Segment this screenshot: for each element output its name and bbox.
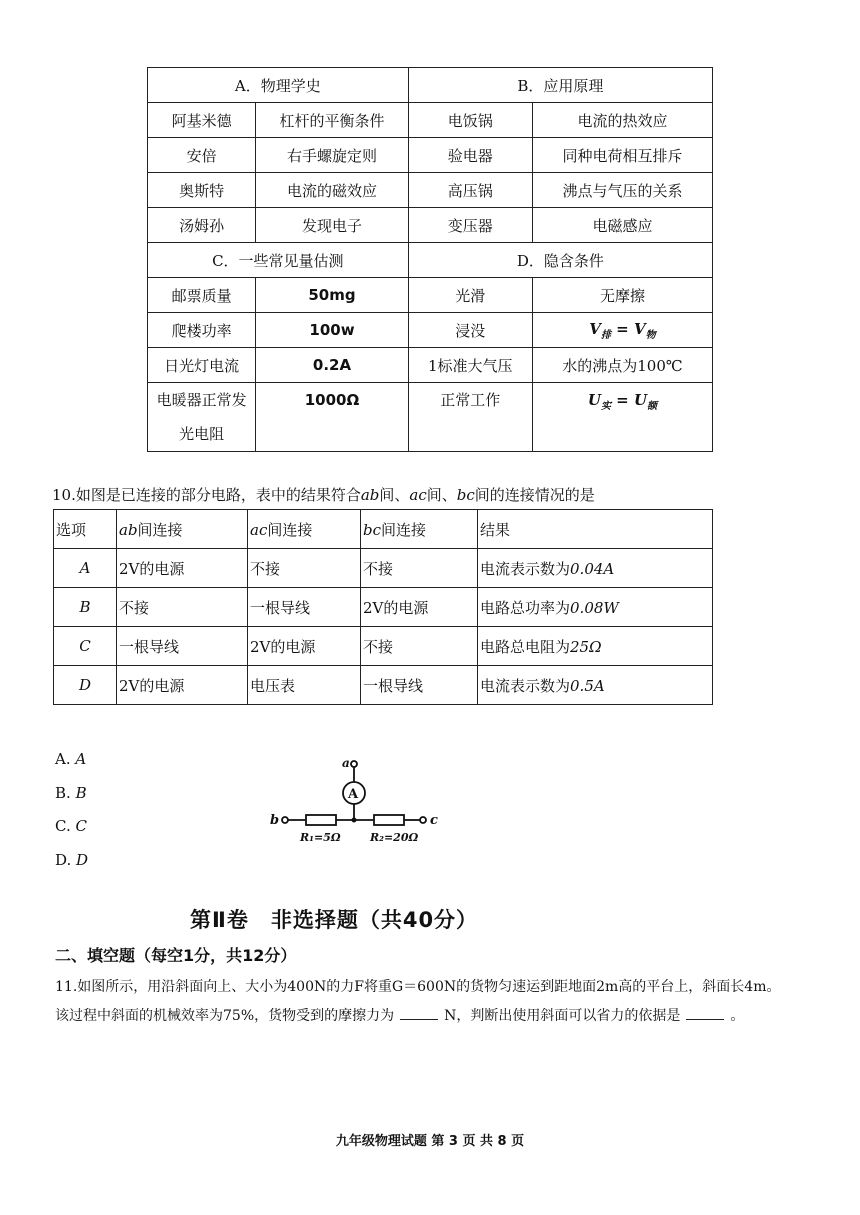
table-header: bc间连接 bbox=[361, 510, 478, 549]
table-cell: 电磁感应 bbox=[532, 208, 712, 243]
table-cell: 汤姆孙 bbox=[148, 208, 256, 243]
question-10-table bbox=[53, 509, 713, 705]
table-cell: 水的沸点为100℃ bbox=[532, 348, 712, 383]
table-row: A 2V的电源 不接 不接 电流表示数为0.04A bbox=[54, 549, 713, 588]
table-cell: 光滑 bbox=[408, 278, 532, 313]
table-cell: 1标准大气压 bbox=[408, 348, 532, 383]
table-cell: 右手螺旋定则 bbox=[256, 138, 408, 173]
table-cell: 发现电子 bbox=[256, 208, 408, 243]
formula-v-cell: $V_排 = V_物$ bbox=[532, 313, 712, 348]
table-cell: 浸没 bbox=[408, 313, 532, 348]
label-r1: R₁=5Ω bbox=[300, 831, 341, 844]
table-cell: 日光灯电流 bbox=[148, 348, 256, 383]
formula-u-cell: $U_实 = U_额$ bbox=[532, 383, 712, 452]
answer-blank-1[interactable] bbox=[400, 1005, 438, 1020]
table-header: ac间连接 bbox=[248, 510, 361, 549]
label-b: b bbox=[270, 813, 280, 828]
physics-summary-table bbox=[147, 67, 713, 452]
circuit-diagram bbox=[262, 752, 442, 847]
table-cell: 无摩擦 bbox=[532, 278, 712, 313]
junction-dot bbox=[352, 818, 357, 823]
section-2-title: 二、填空题（每空1分，共12分） bbox=[55, 946, 297, 965]
table-header-d: D．隐含条件 bbox=[408, 243, 712, 278]
label-c: c bbox=[430, 813, 438, 828]
table-header: 结果 bbox=[478, 510, 713, 549]
page-footer: 九年级物理试题 第 3 页 共 8 页 bbox=[335, 1134, 525, 1149]
resistor-r1 bbox=[306, 815, 336, 825]
table-cell: 变压器 bbox=[408, 208, 532, 243]
question-11-line1: 11.如图所示，用沿斜面向上、大小为400N的力F将重G＝600N的货物匀速运到距地面2m高的平台上，斜面长4m。 bbox=[55, 979, 781, 995]
table-cell: 电流的热效应 bbox=[532, 103, 712, 138]
ammeter-label: A bbox=[348, 787, 359, 802]
question-10-stem: 10.如图是已连接的部分电路，表中的结果符合ab间、ac间、bc间的连接情况的是 bbox=[52, 486, 595, 504]
terminal-a bbox=[351, 761, 357, 767]
terminal-c bbox=[420, 817, 426, 823]
table-cell: 阿基米德 bbox=[148, 103, 256, 138]
table-cell: 高压锅 bbox=[408, 173, 532, 208]
table-cell: 0.2A bbox=[256, 348, 408, 383]
choice-d[interactable]: D. D bbox=[55, 851, 89, 869]
choice-b[interactable]: B. B bbox=[55, 784, 87, 802]
table-row: B 不接 一根导线 2V的电源 电路总功率为0.08W bbox=[54, 588, 713, 627]
table-cell: 同种电荷相互排斥 bbox=[532, 138, 712, 173]
table-cell: 安倍 bbox=[148, 138, 256, 173]
table-row: C 一根导线 2V的电源 不接 电路总电阻为25Ω bbox=[54, 627, 713, 666]
table-cell: 杠杆的平衡条件 bbox=[256, 103, 408, 138]
part-2-title: 第Ⅱ卷 非选择题（共40分） bbox=[190, 908, 479, 932]
table-cell: 电饭锅 bbox=[408, 103, 532, 138]
table-row: D 2V的电源 电压表 一根导线 电流表示数为0.5A bbox=[54, 666, 713, 705]
terminal-b bbox=[282, 817, 288, 823]
table-cell: 邮票质量 bbox=[148, 278, 256, 313]
table-cell: 电暖器正常发 光电阻 bbox=[148, 383, 256, 452]
resistor-r2 bbox=[374, 815, 404, 825]
table-cell: 1000Ω bbox=[256, 383, 408, 452]
table-header-a: A．物理学史 bbox=[148, 68, 409, 103]
table-cell: 奥斯特 bbox=[148, 173, 256, 208]
table-cell: 正常工作 bbox=[408, 383, 532, 452]
table-cell: 50mg bbox=[256, 278, 408, 313]
table-cell: 沸点与气压的关系 bbox=[532, 173, 712, 208]
choice-c[interactable]: C. C bbox=[55, 817, 87, 835]
label-a: a bbox=[342, 756, 350, 770]
table-cell: 100w bbox=[256, 313, 408, 348]
question-11-line2: 该过程中斜面的机械效率为75%，货物受到的摩擦力为 N，判断出使用斜面可以省力的依据是 。 bbox=[55, 1005, 744, 1025]
table-header: 选项 bbox=[54, 510, 117, 549]
table-header-b: B．应用原理 bbox=[408, 68, 712, 103]
table-cell: 爬楼功率 bbox=[148, 313, 256, 348]
label-r2: R₂=20Ω bbox=[370, 831, 419, 844]
table-cell: 电流的磁效应 bbox=[256, 173, 408, 208]
table-header: ab间连接 bbox=[117, 510, 248, 549]
table-header-c: C．一些常见量估测 bbox=[148, 243, 409, 278]
choice-a[interactable]: A. A bbox=[55, 750, 87, 768]
table-cell: 验电器 bbox=[408, 138, 532, 173]
answer-blank-2[interactable] bbox=[686, 1005, 724, 1020]
